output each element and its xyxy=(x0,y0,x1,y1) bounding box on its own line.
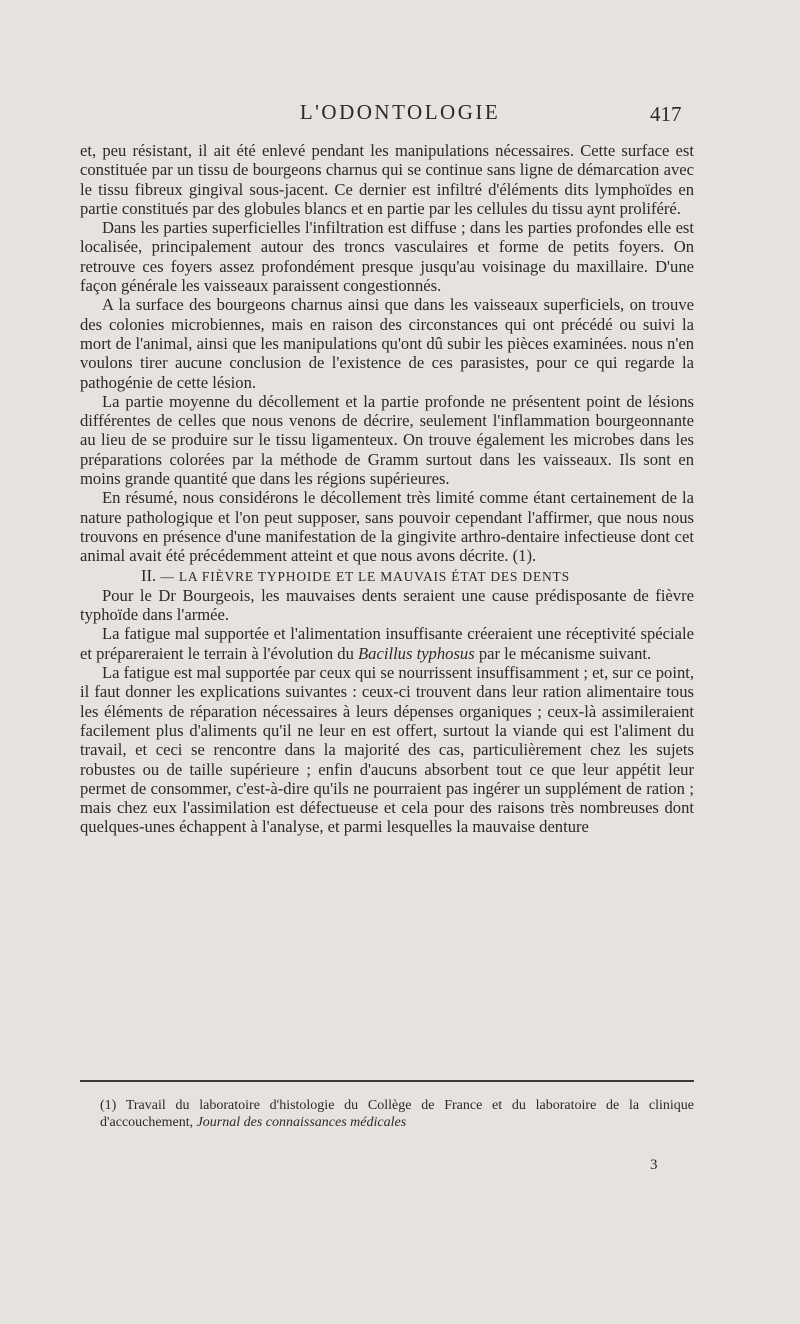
paragraph xyxy=(80,624,694,663)
paragraph: A la surface des bourgeons charnus ainsi que dans les vaisseaux superficiels, on trouve des colonies microbiennes, mais en raison des circonstances qui ont précédé ou suivi la mort de l'animal, ainsi que les manipulations qu'ont dû subir les pièces examinées. nous n'en voulons tirer aucune conclusion de l'existence de ces parasistes, pour ce qui regarde la pathogénie de cette lésion. xyxy=(80,295,694,392)
footnote-rule xyxy=(80,1080,694,1082)
journal-title: Journal des connaissances médicales xyxy=(196,1115,407,1130)
signature-mark: 3 xyxy=(650,1157,658,1173)
section-heading xyxy=(80,566,694,586)
footnote xyxy=(100,1097,694,1131)
paragraph: La partie moyenne du décollement et la partie profonde ne présentent point de lésions différentes de celles que nous venons de décrire, seulement l'inflammation bourgeonnante au lieu de se produire sur le tissu ligamenteux. On trouve également les microbes dans les préparations colorées par la méthode de Gramm surtout dans les vaisseaux. Ils sont en moins grande quantité que dans les régions supérieures. xyxy=(80,391,694,489)
page-number: 417 xyxy=(650,102,682,126)
paragraph: et, peu résistant, il ait été enlevé pendant les manipulations nécessaires. Cette surface est constituée par un tissu de bourgeons charnus qui se continue sans ligne de démarcation avec le tissu fibreux gingival sous-jacent. Ce dernier est infiltré d'éléments dits lymphoïdes en partie constitués par des globules blancs et en partie par les cellules du tissu aynt proliféré. xyxy=(80,141,694,218)
section-number: II. xyxy=(141,565,157,585)
section-title: — LA FIÈVRE TYPHOIDE ET LE MAUVAIS ÉTAT DES DENTS xyxy=(160,568,570,584)
paragraph-text: La fatigue mal supportée et l'alimentation insuffisante créeraient une réceptivité spéciale et prépareraient le terrain à l'évolution du xyxy=(80,624,694,663)
running-title: L'ODONTOLOGIE xyxy=(299,100,501,124)
paragraph: Dans les parties superficielles l'infiltration est diffuse ; dans les parties profondes elle est localisée, principalement autour des troncs vasculaires et forme de petits foyers. On retrouve ces foyers assez profondément presque jusqu'au voisinage du maxillaire. D'une façon générale les vaisseaux paraissent congestionnés. xyxy=(80,218,694,296)
body-text xyxy=(80,141,694,837)
species-name: Bacillus typhosus xyxy=(358,643,475,663)
paragraph: En résumé, nous considérons le décollement très limité comme étant certainement de la nature pathologique et l'on peut supposer, sans pouvoir cependant l'affirmer, que nous nous trouvons en présence d'une manifestation de la gingivite arthro-dentaire infectieuse dont cet animal avait été précédemment atteint et que nous avons décrite. (1). xyxy=(80,488,694,566)
footnote-text: (1) Travail du laboratoire d'histologie du Collège de France et du laboratoire de la clinique d'accouchement, xyxy=(100,1098,694,1130)
paragraph: Pour le Dr Bourgeois, les mauvaises dents seraient une cause prédisposante de fièvre typhoïde dans l'armée. xyxy=(80,585,694,625)
paragraph-text: par le mécanisme suivant. xyxy=(474,643,652,663)
paragraph: La fatigue est mal supportée par ceux qui se nourrissent insuffisamment ; et, sur ce point, il faut donner les explications suivantes : ceux-ci trouvent dans leur ration alimentaire tous les éléments de réparation nécessaires à leurs dépenses organiques ; ceux-là assimileraient facilement plus d'aliments qu'il ne leur en est offert, surtout la viande qui est l'aliment du travail, et ceci se rencontre dans la majorité des cas, particulièrement chez les sujets robustes ou de taille supérieure ; enfin d'aucuns absorbent tout ce que leur appétit leur permet de consommer, c'est-à-dire qu'ils ne pourraient pas ingérer un supplément de ration ; mais chez eux l'assimilation est défectueuse et cela pour des raisons très nombreuses dont quelques-unes échappent à l'analyse, et parmi lesquelles la mauvaise denture xyxy=(80,663,694,837)
